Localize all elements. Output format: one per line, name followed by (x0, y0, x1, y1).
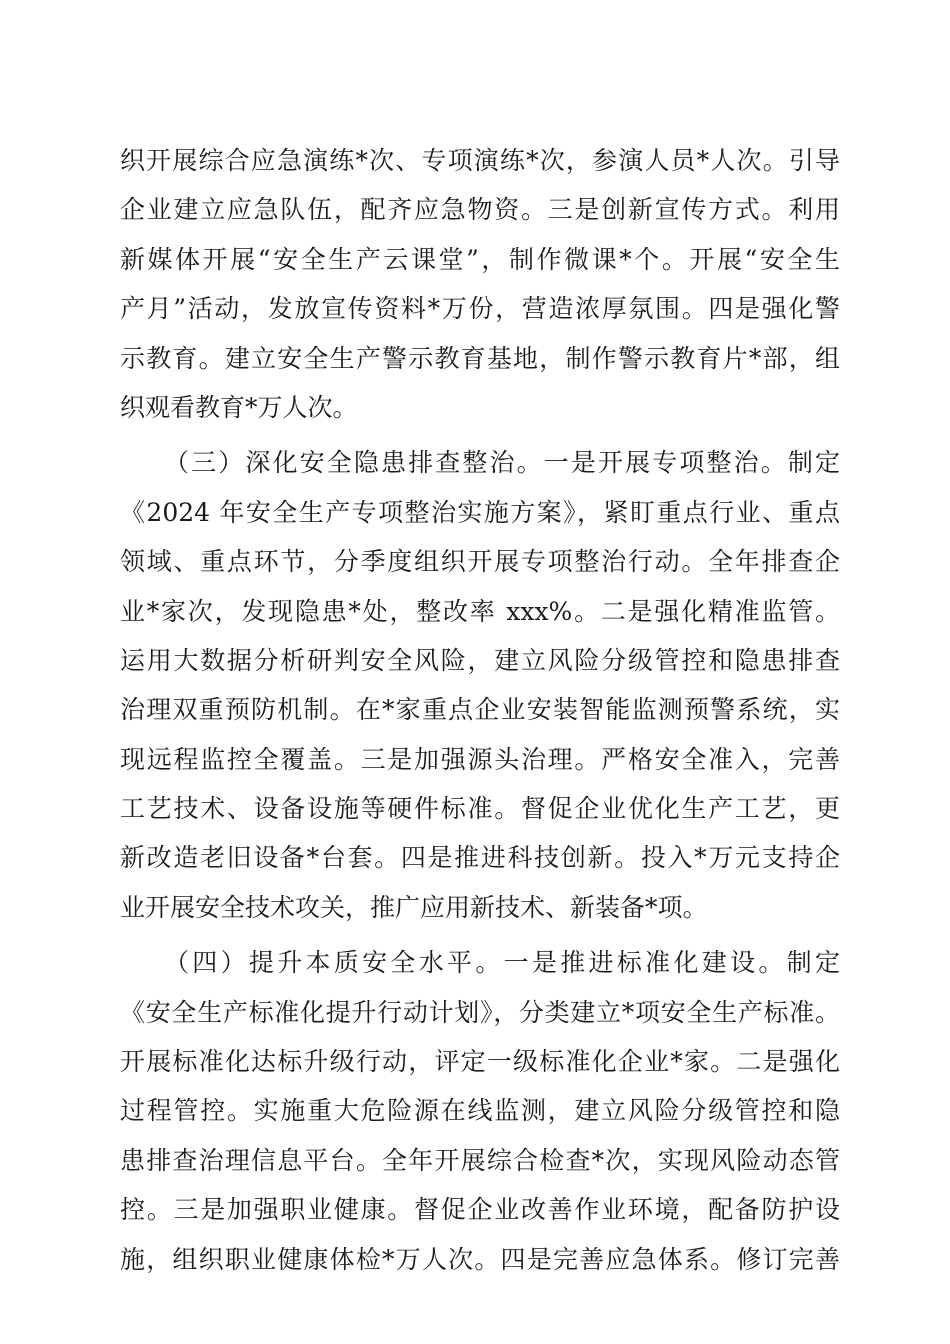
text-line: 现远程监控全覆盖。三是加强源头治理。严格安全准入，完善 (120, 744, 840, 774)
paragraph-1 (120, 136, 840, 432)
text-line: 企业建立应急队伍，配齐应急物资。三是创新宣传方式。利用 (120, 195, 840, 225)
text-line: 施，组织职业健康体检*万人次。四是完善应急体系。修订完善 (120, 1244, 840, 1274)
text-line: 新媒体开展“安全生产云课堂”，制作微课*个。开展“安全生 (120, 244, 840, 274)
text-line: 业开展安全技术攻关，推广应用新技术、新装备*项。 (120, 892, 708, 922)
paragraph-3 (120, 938, 840, 1284)
text-line: 新改造老旧设备*台套。四是推进科技创新。投入*万元支持企 (120, 843, 840, 873)
text-line: 示教育。建立安全生产警示教育基地，制作警示教育片*部，组 (120, 343, 840, 373)
text-line: 开展标准化达标升级行动，评定一级标准化企业*家。二是强化 (120, 1047, 840, 1077)
text-line: 领域、重点环节，分季度组织开展专项整治行动。全年排查企 (120, 547, 840, 577)
text-line: 运用大数据分析研判安全风险，建立风险分级管控和隐患排查 (120, 645, 840, 675)
document-body (120, 136, 840, 1284)
section-heading-line: （四）提升本质安全水平。一是推进标准化建设。制定 (164, 948, 840, 978)
text-line: 《安全生产标准化提升行动计划》，分类建立*项安全生产标准。 (120, 997, 840, 1027)
text-line: 产月”活动，发放宣传资料*万份，营造浓厚氛围。四是强化警 (120, 294, 840, 324)
text-line: 治理双重预防机制。在*家重点企业安装智能监测预警系统，实 (120, 695, 840, 725)
section-heading-line: （三）深化安全隐患排查整治。一是开展专项整治。制定 (164, 448, 840, 478)
text-line: 业*家次，发现隐患*处，整改率 xxx%。二是强化精准监管。 (120, 596, 840, 626)
text-line: 织观看教育*万人次。 (120, 392, 358, 422)
text-line: 《2024 年安全生产专项整治实施方案》，紧盯重点行业、重点 (120, 497, 840, 527)
text-line: 工艺技术、设备设施等硬件标准。督促企业优化生产工艺，更 (120, 794, 840, 824)
text-line: 过程管控。实施重大危险源在线监测，建立风险分级管控和隐 (120, 1096, 840, 1126)
text-line: 织开展综合应急演练*次、专项演练*次，参演人员*人次。引导 (120, 146, 840, 175)
paragraph-2 (120, 438, 840, 932)
text-line: 控。三是加强职业健康。督促企业改善作业环境，配备防护设 (120, 1195, 840, 1225)
text-line: 患排查治理信息平台。全年开展综合检查*次，实现风险动态管 (120, 1145, 840, 1175)
